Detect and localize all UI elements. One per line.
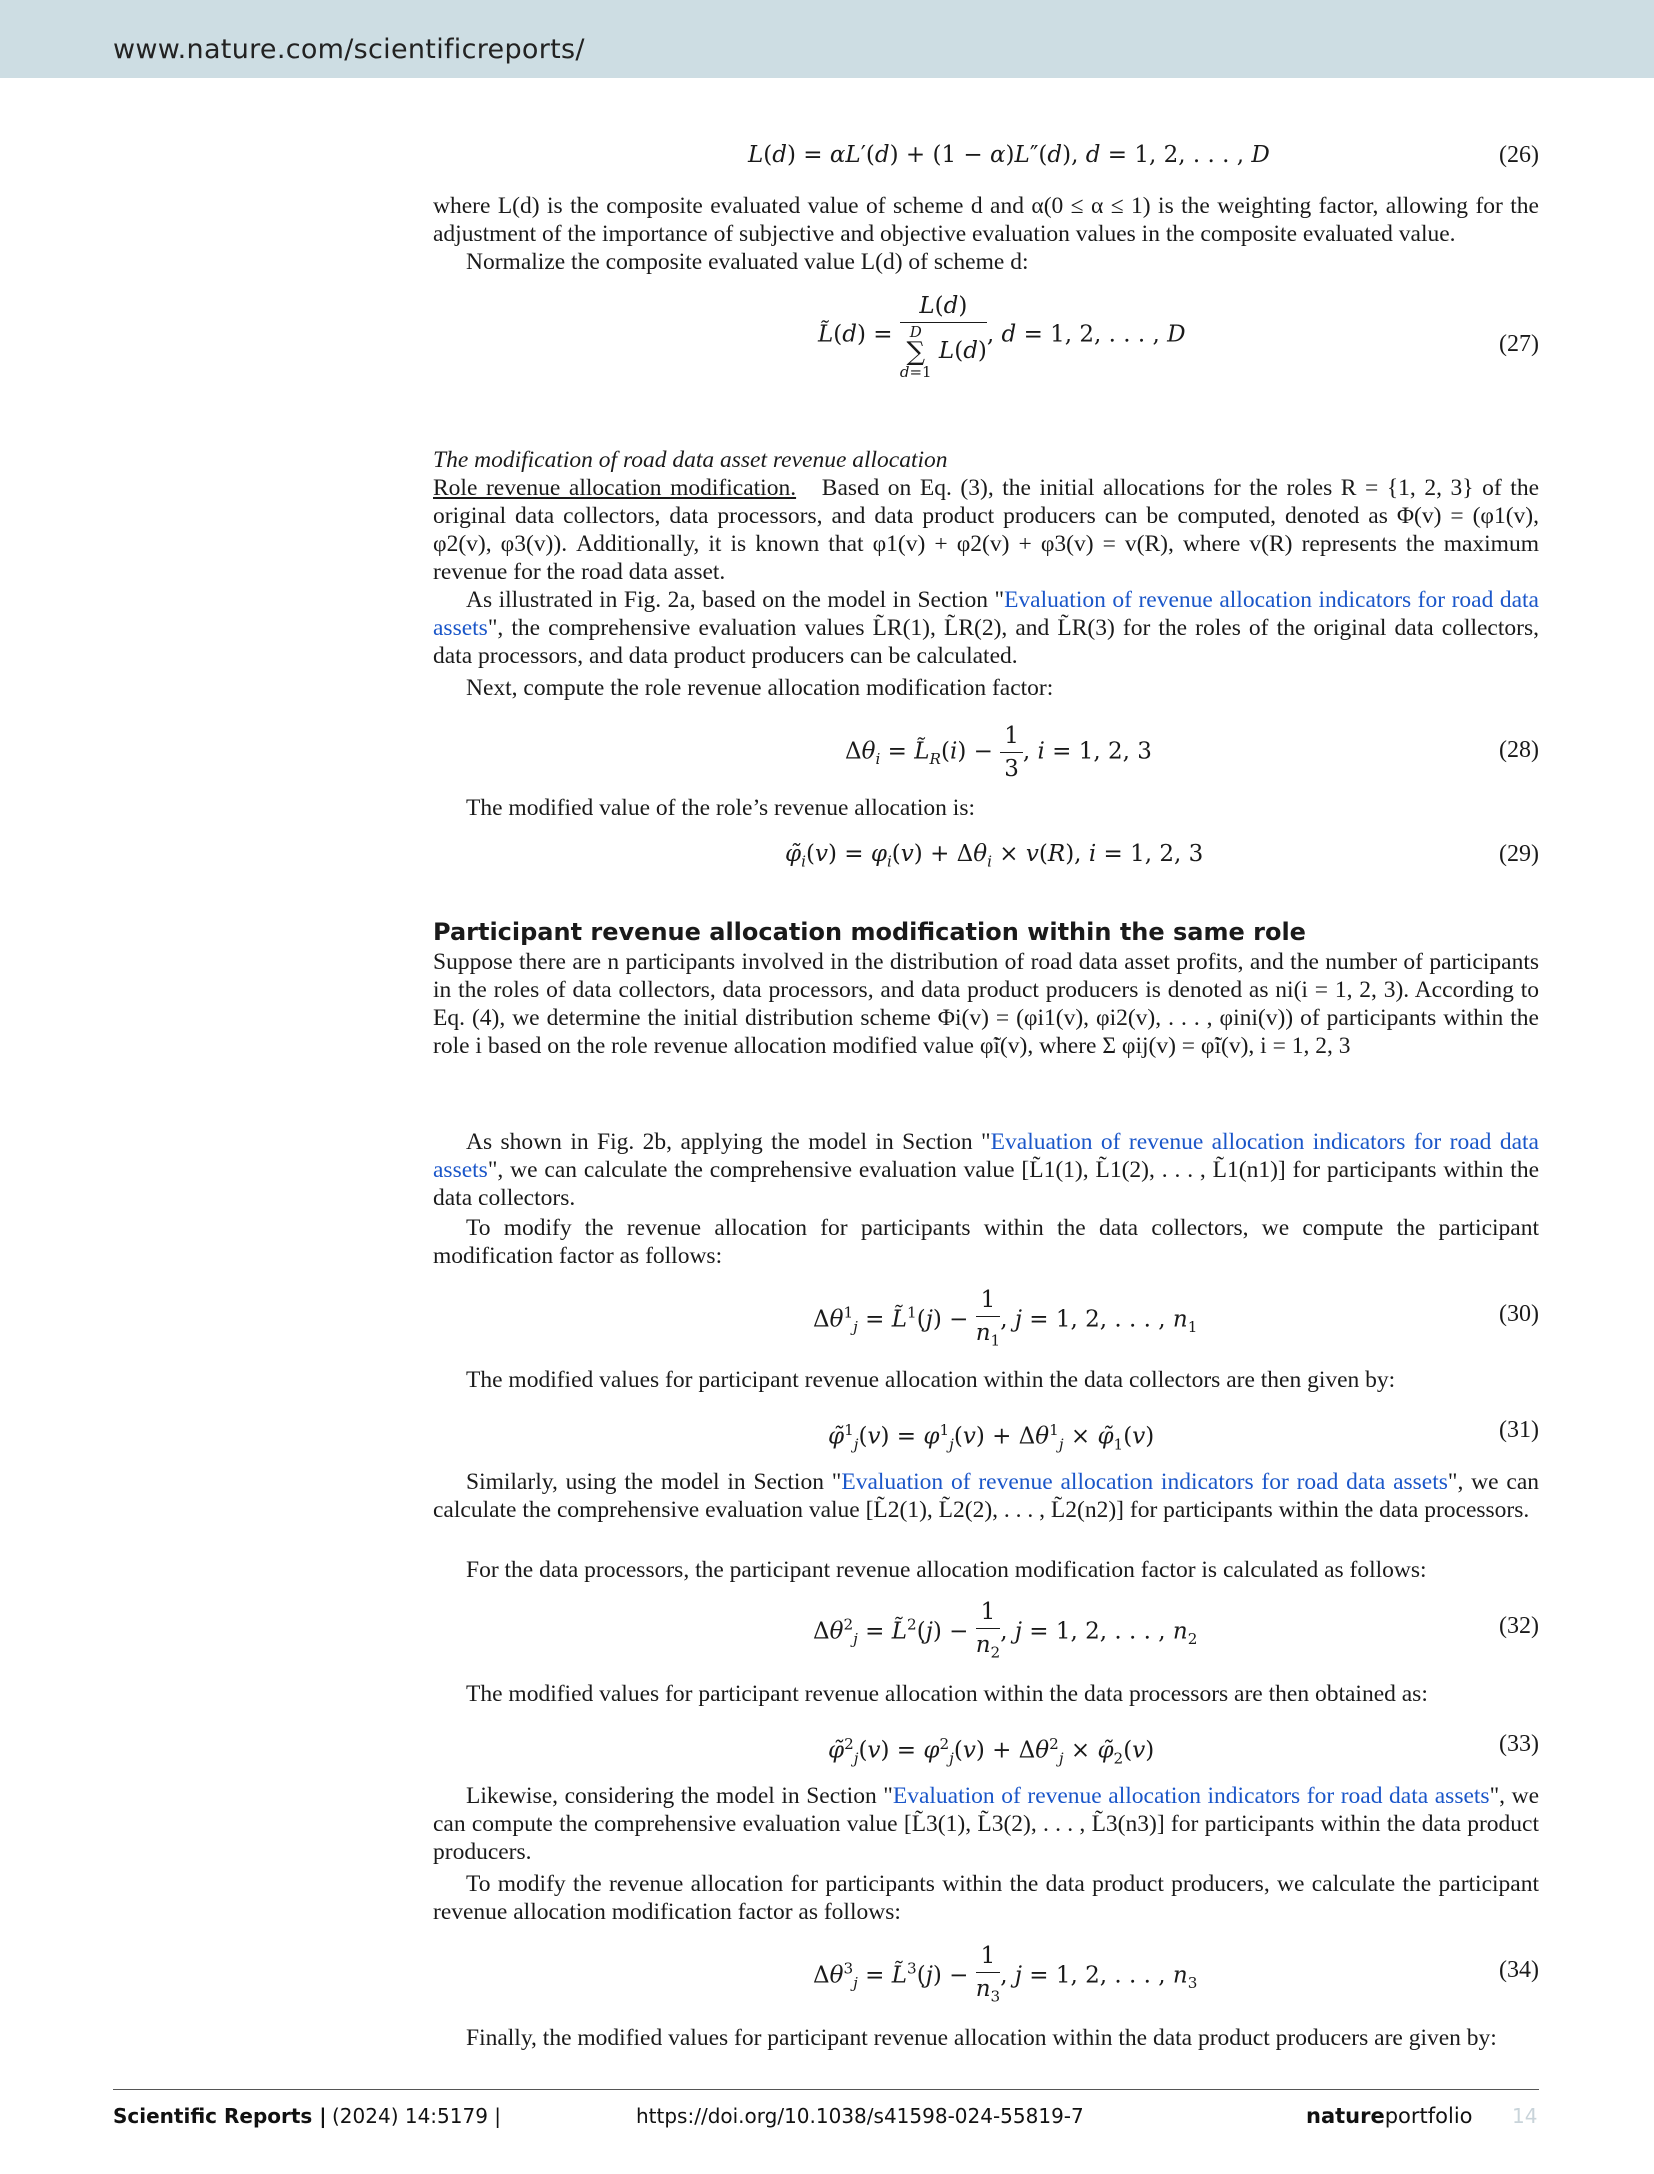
section-heading-participant: Participant revenue allocation modification within the same role bbox=[433, 918, 1306, 946]
text-run: As shown in Fig. 2b, applying the model in Section " bbox=[466, 1129, 991, 1155]
equation-number: (31) bbox=[1499, 1417, 1539, 1443]
paragraph-text: Based on Eq. (3), the initial allocations for the roles R = {1, 2, 3} of the original data collectors, data processors, and data product producers can be computed, denoted as Φ(v) = (φ1(v), φ2(v), φ3(v)). Additionally, it is known that φ1(v) + φ2(v) + φ3(v) = v(R), where v(R) represents the maximum revenue for the road data asset. bbox=[433, 475, 1539, 585]
paragraph-modified-role: The modified value of the role’s revenue allocation is: bbox=[466, 795, 975, 821]
text-run: ", we can calculate the comprehensive evaluation value [L̃1(1), L̃1(2), . . . , L̃1(n1)] for participants within the data collectors. bbox=[433, 1157, 1539, 1211]
footer-volume: (2024) 14:5179 | bbox=[332, 2104, 502, 2128]
equation-27: L̃(d) = L(d) D ∑ d=1 L(d) , d = 1, 2, . . . , D (27) bbox=[818, 293, 1539, 381]
equation-28: $\Delta\theta_i$ = $L̃_R(i)$ − $\frac{1}{3}$ , i = 1, 2, 3 (28) bbox=[845, 723, 1539, 782]
section-title-modification: The modification of road data asset revenue allocation bbox=[433, 447, 948, 473]
section-link[interactable]: Evaluation of revenue allocation indicators for road data assets bbox=[433, 1129, 1539, 1183]
paragraph-role-modification bbox=[433, 474, 1539, 586]
logo-bold-text: nature bbox=[1306, 2104, 1385, 2128]
journal-header-bar bbox=[0, 0, 1654, 78]
paragraph-collectors-factor: To modify the revenue allocation for participants within the data collectors, we compute the participant modification factor as follows: bbox=[433, 1215, 1539, 1269]
paragraph-processors-modified: The modified values for participant revenue allocation within the data processors are then obtained as: bbox=[466, 1681, 1428, 1707]
equation-number: (29) bbox=[1499, 841, 1539, 867]
nature-portfolio-logo bbox=[1306, 2104, 1473, 2128]
equation-34: $\Delta\theta^3_j$ = L̃$^3$(j) − $\frac{1}{n_3}$ , j = 1, 2, . . . , $n_3$ (34) bbox=[433, 1942, 1539, 2008]
paragraph-fig2a bbox=[433, 586, 1539, 670]
paragraph-weighting: where L(d) is the composite evaluated value of scheme d and α(0 ≤ α ≤ 1) is the weighting factor, allowing for the adjustment of the importance of subjective and objective evaluation values in the composite evaluated value. bbox=[433, 193, 1539, 247]
journal-url[interactable]: www.nature.com/scientificreports/ bbox=[113, 34, 585, 65]
paragraph-collectors-modified: The modified values for participant revenue allocation within the data collectors are then given by: bbox=[466, 1367, 1396, 1393]
fraction: L(d) D ∑ d=1 L(d) bbox=[899, 293, 987, 381]
footer-journal: Scientific Reports | bbox=[113, 2104, 327, 2128]
text-run: ", we can calculate the comprehensive evaluation value [L̃2(1), L̃2(2), . . . , L̃2(n2)] for participants within the data processors. bbox=[433, 1469, 1539, 1523]
paragraph-similarly bbox=[433, 1468, 1539, 1524]
footer-doi-link[interactable]: https://doi.org/10.1038/s41598-024-55819-7 bbox=[636, 2104, 1084, 2128]
equation-number: (27) bbox=[1499, 331, 1539, 357]
equation-32: $\Delta\theta^2_j$ = L̃$^2$(j) − $\frac{1}{n_2}$ , j = 1, 2, . . . , $n_2$ (32) bbox=[433, 1598, 1539, 1664]
fraction: $\frac{1}{n_3}$ bbox=[975, 1943, 1001, 2006]
equation-number: (32) bbox=[1499, 1613, 1539, 1639]
equation-29: $\varphĩ_i(v) = \varphi_i(v) + \Delta\theta_i \times v(R)$, i = 1, 2, 3 (29) bbox=[785, 841, 1539, 871]
paragraph-likewise bbox=[433, 1782, 1539, 1866]
paragraph-compute-factor: Next, compute the role revenue allocation modification factor: bbox=[466, 675, 1054, 701]
text-run: ", we can compute the comprehensive evaluation value [L̃3(1), L̃3(2), . . . , L̃3(n3)] for participants within the data product producers. bbox=[433, 1783, 1539, 1865]
logo-light-text: portfolio bbox=[1384, 2104, 1473, 2128]
fraction: $\frac{1}{n_1}$ bbox=[975, 1287, 1001, 1350]
section-link[interactable]: Evaluation of revenue allocation indicators for road data assets bbox=[433, 587, 1539, 641]
paragraph-final: Finally, the modified values for participant revenue allocation within the data product producers are given by: bbox=[466, 2025, 1497, 2051]
equation-number: (34) bbox=[1499, 1957, 1539, 1983]
paragraph-processors-factor: For the data processors, the participant revenue allocation modification factor is calculated as follows: bbox=[466, 1557, 1427, 1583]
paragraph-participants: Suppose there are n participants involved in the distribution of road data asset profits, and the number of participants in the roles of data collectors, data processors, and data product producers is denoted as ni(i = 1, 2, 3). According to Eq. (4), we determine the initial distribution scheme Φi(v) = (φi1(v), φi2(v), . . . , φini(v)) of participants within the role i based on the role revenue allocation modified value φ̃i(v), where Σ φij(v) = φ̃i(v), i = 1, 2, 3 bbox=[433, 949, 1539, 1059]
fraction: $\frac{1}{3}$ bbox=[1000, 722, 1023, 783]
page-number: 14 bbox=[1512, 2104, 1538, 2128]
equation-number: (30) bbox=[1499, 1301, 1539, 1327]
equation-30: $\Delta\theta^1_j$ = L̃$^1$(j) − $\frac{1}{n_1}$ , j = 1, 2, . . . , $n_1$ (30) bbox=[433, 1286, 1539, 1352]
equation-31: φ̃$^1_j$(v) = $\varphi^1_j(v) + \Delta\theta^1_j$ × $\varphĩ_1(v)$ (31) bbox=[828, 1417, 1539, 1454]
equation-33: φ̃$^2_j$(v) = $\varphi^2_j(v) + \Delta\theta^2_j$ × $\varphĩ_2(v)$ (33) bbox=[828, 1731, 1539, 1768]
paragraph-fig2b bbox=[433, 1128, 1539, 1212]
paragraph-producers-factor: To modify the revenue allocation for participants within the data product producers, we calculate the participant revenue allocation modification factor as follows: bbox=[433, 1871, 1539, 1925]
fraction: $\frac{1}{n_2}$ bbox=[975, 1599, 1001, 1662]
equation-number: (26) bbox=[1499, 142, 1539, 168]
paragraph-normalize: Normalize the composite evaluated value L(d) of scheme d: bbox=[466, 249, 1029, 275]
equation-number: (33) bbox=[1499, 1731, 1539, 1757]
footer-rule bbox=[113, 2089, 1539, 2090]
text-run: As illustrated in Fig. 2a, based on the model in Section " bbox=[466, 587, 1005, 613]
text-run: Likewise, considering the model in Section " bbox=[466, 1783, 893, 1809]
equation-number: (28) bbox=[1499, 737, 1539, 763]
section-link[interactable]: Evaluation of revenue allocation indicators for road data assets bbox=[892, 1783, 1490, 1809]
equation-26: L(d) = αL′(d) + (1 − α)L″(d), d = 1, 2, . . . , D (26) bbox=[748, 142, 1539, 168]
section-link[interactable]: Evaluation of revenue allocation indicators for road data assets bbox=[841, 1469, 1448, 1495]
text-run: Similarly, using the model in Section " bbox=[466, 1469, 842, 1495]
text-run: ", the comprehensive evaluation values L̃R(1), L̃R(2), and L̃R(3) for the roles of the original data collectors, data processors, and data product producers can be calculated. bbox=[433, 615, 1539, 669]
run-in-heading: Role revenue allocation modification. bbox=[433, 475, 797, 501]
